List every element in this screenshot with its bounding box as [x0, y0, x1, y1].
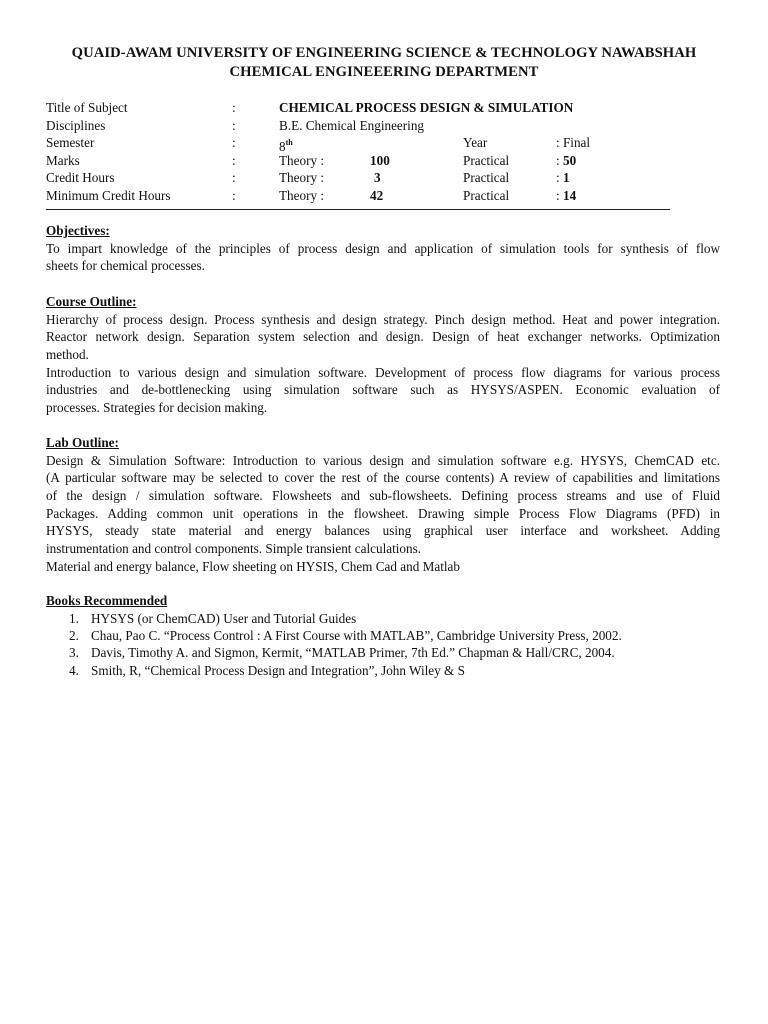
practical-label: Practical: [463, 187, 510, 203]
info-colon: :: [232, 100, 236, 115]
year-value: : Final: [556, 135, 591, 151]
info-label: Marks: [46, 152, 80, 168]
info-colon: :: [232, 135, 236, 151]
info-row-credit-hours: [46, 169, 670, 187]
paragraph-line: Design & Simulation Software: Introduction to various design and simulation software e.g. HYSYS, ChemCAD etc.: [46, 452, 720, 468]
list-item: [46, 662, 720, 679]
practical-marks: : 50: [556, 152, 577, 168]
theory-credit-hours: 3: [374, 170, 381, 186]
theory-label: Theory :: [279, 170, 325, 186]
theory-marks: 100: [370, 152, 390, 168]
horizontal-divider: [46, 209, 670, 210]
books-section: [46, 592, 720, 679]
objectives-section: [46, 222, 720, 275]
paragraph-line: Introduction to various design and simulation software. Development of process flow diagrams for various process: [46, 364, 720, 380]
list-number: 4.: [69, 662, 79, 678]
university-name: QUAID-AWAM UNIVERSITY OF ENGINEERING SCIENCE & TECHNOLOGY NAWABSHAH: [71, 45, 697, 61]
info-row-marks: [46, 152, 670, 170]
practical-credit-hours: : 1: [556, 170, 570, 186]
info-label: Disciplines: [46, 117, 106, 133]
paragraph-line: Hierarchy of process design. Process synthesis and design strategy. Pinch design method. Heat and power integration.: [46, 311, 720, 327]
theory-label: Theory :: [279, 187, 325, 203]
list-item: [46, 610, 720, 627]
list-item: [46, 627, 720, 644]
info-label: Title of Subject: [46, 100, 128, 115]
info-colon: :: [232, 170, 236, 186]
lab-outline-heading: Lab Outline:: [46, 435, 119, 450]
list-number: 1.: [69, 610, 79, 626]
info-label: Credit Hours: [46, 170, 115, 186]
objectives-heading: Objectives:: [46, 223, 110, 238]
department-name: CHEMICAL ENGINEEERING DEPARTMENT: [229, 64, 539, 80]
document-header: [0, 44, 768, 82]
paragraph-line: industries and de-bottlenecking using simulation software such as HYSYS/ASPEN. Economic evaluation of: [46, 382, 720, 398]
info-row-disciplines: [46, 117, 670, 135]
list-number: 2.: [69, 627, 79, 643]
course-outline-section: [46, 293, 720, 417]
info-label: Minimum Credit Hours: [46, 187, 171, 203]
theory-min-credit-hours: 42: [370, 187, 384, 203]
paragraph-line: of the design / simulation software. Flowsheets and sub-flowsheets. Defining process streams and use of Fluid: [46, 488, 720, 503]
book-reference: Chau, Pao C. “Process Control : A First Course with MATLAB”, Cambridge University Press, 2002.: [91, 627, 622, 643]
lab-outline-section: [46, 434, 720, 576]
semester-value: 8th: [279, 138, 293, 155]
info-row-title: [46, 99, 670, 117]
info-label: Semester: [46, 135, 95, 151]
paragraph-line: method.: [46, 347, 89, 362]
paragraph-line: To impart knowledge of the principles of process design and application of simulation tools for synthesis of flow: [46, 240, 720, 256]
info-colon: :: [232, 117, 236, 133]
course-outline-heading: Course Outline:: [46, 294, 137, 309]
book-reference: HYSYS (or ChemCAD) User and Tutorial Guides: [91, 610, 357, 626]
paragraph-line: sheets for chemical processes.: [46, 258, 205, 274]
info-row-min-credit-hours: [46, 187, 670, 205]
disciplines-value: B.E. Chemical Engineering: [279, 117, 425, 133]
paragraph-line: (A particular software may be selected to cover the rest of the course contents) A review of capabilities and limitations: [46, 470, 720, 486]
info-row-semester: [46, 134, 670, 155]
paragraph-line: processes. Strategies for decision making.: [46, 400, 268, 416]
book-reference: Smith, R, “Chemical Process Design and Integration”, John Wiley & S: [91, 662, 465, 678]
paragraph-line: Packages. Adding common unit operations in the flowsheet. Drawing simple Process Flow Diagrams (PFD) in: [46, 505, 720, 521]
list-number: 3.: [69, 645, 79, 661]
year-label: Year: [463, 135, 488, 151]
subject-info-table: [46, 99, 670, 205]
paragraph-line: instrumentation and control components. Simple transient calculations.: [46, 541, 422, 557]
practical-label: Practical: [463, 152, 510, 168]
list-item: [46, 644, 720, 661]
paragraph-line: HYSYS, steady state material and energy balances using graphical user interface and worksheet. Adding: [46, 523, 720, 539]
practical-min-credit-hours: : 14: [556, 187, 577, 203]
subject-title: CHEMICAL PROCESS DESIGN & SIMULATION: [279, 100, 574, 115]
books-heading: Books Recommended: [46, 593, 168, 608]
practical-label: Practical: [463, 170, 510, 186]
theory-label: Theory :: [279, 152, 325, 168]
info-colon: :: [232, 187, 236, 203]
paragraph-line: Reactor network design. Separation system selection and design. Design of heat exchanger networks. Optimization: [46, 329, 720, 345]
book-reference: Davis, Timothy A. and Sigmon, Kermit, “MATLAB Primer, 7th Ed.” Chapman & Hall/CRC, 2004.: [91, 645, 615, 661]
paragraph-line: Material and energy balance, Flow sheeting on HYSIS, Chem Cad and Matlab: [46, 558, 460, 574]
info-colon: :: [232, 152, 236, 168]
